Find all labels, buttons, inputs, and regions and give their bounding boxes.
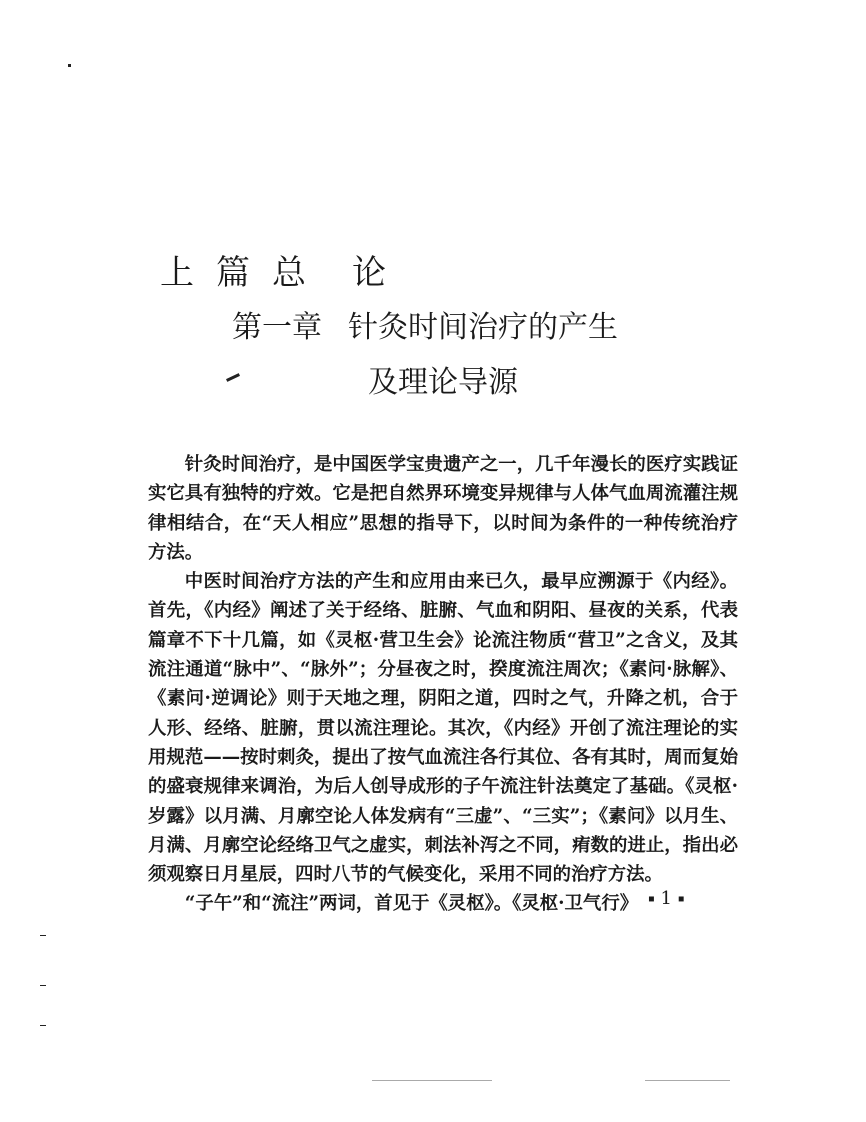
paragraph: “子午”和“流注”两词，首见于《灵枢》。《灵枢·卫气行》 [184,893,639,915]
page-number-value: 1 [660,888,672,909]
page-number-dash-right: ▪ [677,893,685,905]
scan-speck [40,935,46,936]
chapter-title-line1: 针灸时间治疗的产生 [348,310,618,345]
part-title [160,245,386,294]
paragraph: 针灸时间治疗，是中国医学宝贵遗产之一，几千年漫长的医疗实践证实它具有独特的疗效。它是把自然界环境变异规律与人体气血周流灌注规律相结合，在“天人相应”思想的指导下，以时间为条件的一种传统治疗方法。 [148,454,738,563]
page-number-dash-left: ▪ [648,893,655,905]
part-title-char: 总 [272,252,306,293]
scan-line [645,1080,730,1081]
paragraph: 中医时间治疗方法的产生和应用由来已久，最早应溯源于《内经》。首先，《内经》阐述了关于经络、脏腑、气血和阴阳、昼夜的关系，代表篇章不下十几篇，如《灵枢·营卫生会》论流注物质“营卫”之含义，及其流注通道“脉中”、“脉外”；分昼夜之时，揆度流注周次；《素问·脉解》、《素问·逆调论》则于天地之理，阴阳之道，四时之气，升降之机，合于人形、经络、脏腑，贯以流注理论。其次，《内经》开创了流注理论的实用规范——按时刺灸，提出了按气血流注各行其位、各有其时，周而复始的盛衰规律来调治，为后人创导成形的子午流注针法奠定了基础。《灵枢·岁露》以月满、月廓空论人体发病有“三虚”、“三实”；《素问》以月生、月满、月廓空论经络卫气之虚实，刺法补泻之不同，痏数的进止，指出必须观察日月星辰，四时八节的气候变化，采用不同的治疗方法。 [148,571,738,886]
chapter-label: 第一章 [232,310,322,345]
chapter-title-line2: 及理论导源 [368,365,518,400]
part-title-char: 论 [352,252,386,293]
scan-speck [68,64,71,67]
part-title-char: 上 [160,252,194,293]
part-title-char: 篇 [216,252,250,293]
chapter-heading [232,302,618,346]
body-text [148,450,738,919]
scan-speck [226,373,240,382]
scan-speck [40,1025,46,1026]
scan-speck [40,985,46,986]
scan-line [372,1080,492,1081]
page-number [648,888,684,909]
